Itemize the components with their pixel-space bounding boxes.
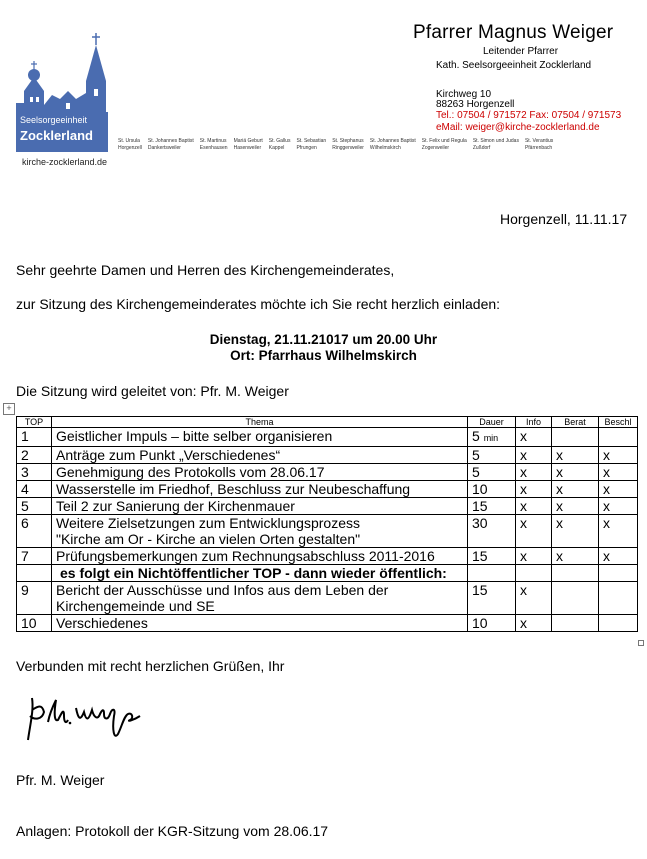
cell-thema[interactable] <box>52 464 468 481</box>
dauer-value: 15 <box>472 498 488 514</box>
dauer-value: 15 <box>472 548 488 564</box>
dauer-unit: min <box>483 433 499 443</box>
cell-beschl[interactable]: x <box>599 548 638 565</box>
parish-name: St. Verantius <box>524 138 554 144</box>
cell-top[interactable]: 10 <box>17 615 52 632</box>
thema-line: Genehmigung des Protokolls vom 28.06.17 <box>56 464 325 480</box>
attachment-note: Anlagen: Protokoll der KGR-Sitzung vom 28.06.17 <box>16 823 329 839</box>
parish-name: St. Gallus <box>268 138 291 144</box>
cell-beschl[interactable]: x <box>599 515 638 548</box>
cell-thema[interactable] <box>52 498 468 515</box>
header-info: Info <box>516 417 552 428</box>
parish-item <box>118 138 142 152</box>
dauer-value: 10 <box>472 481 488 497</box>
agenda-row <box>17 565 638 582</box>
cell-info[interactable]: x <box>516 428 552 447</box>
cell-berat[interactable]: x <box>552 447 599 464</box>
cell-info[interactable]: x <box>516 498 552 515</box>
cell-thema[interactable] <box>52 428 468 447</box>
header-thema: Thema <box>52 417 468 428</box>
meeting-location: Ort: Pfarrhaus Wilhelmskirch <box>230 348 417 363</box>
cell-dauer[interactable] <box>468 565 516 582</box>
sender-phone: Tel.: 07504 / 971572 Fax: 07504 / 971573 <box>436 110 622 121</box>
sender-unit: Kath. Seelsorgeeinheit Zocklerland <box>436 60 592 71</box>
parish-place: Kappel <box>268 145 285 151</box>
parish-item <box>473 138 519 152</box>
dauer-value: 30 <box>472 515 488 531</box>
parish-place: Wilhelmskirch <box>369 145 401 151</box>
cell-berat[interactable]: x <box>552 515 599 548</box>
dauer-value: 10 <box>472 615 488 631</box>
cell-info[interactable]: x <box>516 582 552 615</box>
meeting-datetime: Dienstag, 21.11.21017 um 20.00 Uhr <box>209 332 438 347</box>
cell-beschl[interactable]: x <box>599 464 638 481</box>
cell-dauer[interactable] <box>468 447 516 464</box>
handwritten-signature <box>24 690 154 750</box>
cell-thema[interactable] <box>52 582 468 615</box>
sender-city: 88263 Horgenzell <box>436 99 515 110</box>
letter-date: Horgenzell, 11.11.17 <box>500 211 628 227</box>
cell-dauer[interactable] <box>468 615 516 632</box>
thema-line: Anträge zum Punkt „Verschiedenes“ <box>56 447 281 463</box>
cell-info[interactable]: x <box>516 447 552 464</box>
cell-top[interactable] <box>17 565 52 582</box>
cell-beschl[interactable] <box>599 615 638 632</box>
cell-dauer[interactable] <box>468 498 516 515</box>
agenda-row <box>17 548 638 565</box>
thema-line: Wasserstelle im Friedhof, Beschluss zur Neubeschaffung <box>56 481 411 497</box>
cell-thema[interactable] <box>52 447 468 464</box>
parish-place: Zogenweiler <box>421 145 450 151</box>
logo-wordmark <box>16 112 108 152</box>
cell-top[interactable]: 3 <box>17 464 52 481</box>
parish-name: St. Sebastian <box>296 138 327 144</box>
agenda-row <box>17 498 638 515</box>
cell-berat[interactable]: x <box>552 548 599 565</box>
cell-beschl[interactable] <box>599 582 638 615</box>
cell-top[interactable]: 5 <box>17 498 52 515</box>
cell-dauer[interactable] <box>468 515 516 548</box>
agenda-table <box>16 416 638 632</box>
cell-beschl[interactable]: x <box>599 447 638 464</box>
parish-item <box>269 138 291 152</box>
intro-text: zur Sitzung des Kirchengemeinderates möchte ich Sie recht herzlich einladen: <box>16 296 501 312</box>
header-dauer: Dauer <box>468 417 516 428</box>
cell-thema[interactable] <box>52 548 468 565</box>
cell-beschl[interactable] <box>599 565 638 582</box>
parish-place: Pfärrenbach <box>524 145 553 151</box>
thema-line: Teil 2 zur Sanierung der Kirchenmauer <box>56 498 295 514</box>
cell-dauer[interactable] <box>468 464 516 481</box>
thema-line: Bericht der Ausschüsse und Infos aus dem Leben der <box>56 582 389 598</box>
cell-berat[interactable] <box>552 428 599 447</box>
cell-beschl[interactable] <box>599 428 638 447</box>
parish-item <box>296 138 326 152</box>
parish-item <box>200 138 228 152</box>
parish-place: Esenhausen <box>199 145 228 151</box>
sender-role: Leitender Pfarrer <box>483 46 559 57</box>
parish-place: Hasenweiler <box>233 145 262 151</box>
agenda-row <box>17 481 638 498</box>
closing-text: Verbunden mit recht herzlichen Grüßen, Ihr <box>16 658 285 674</box>
dauer-value: 5 <box>472 464 480 480</box>
logo-line2: Zocklerland <box>20 128 93 143</box>
agenda-row <box>17 464 638 481</box>
header-top: TOP <box>17 417 52 428</box>
cell-info[interactable]: x <box>516 464 552 481</box>
cell-berat[interactable]: x <box>552 498 599 515</box>
parish-item <box>525 138 553 152</box>
cell-beschl[interactable]: x <box>599 498 638 515</box>
thema-line: Geistlicher Impuls – bitte selber organisieren <box>56 428 333 444</box>
logo-line1: Seelsorgeeinheit <box>20 115 88 125</box>
agenda-header-row <box>17 417 638 428</box>
cell-info[interactable] <box>516 565 552 582</box>
cell-dauer[interactable] <box>468 481 516 498</box>
parish-name: St. Simon und Judas <box>472 138 519 144</box>
thema-line-2: "Kirche am Or - Kirche an vielen Orten gestalten" <box>56 531 361 547</box>
parish-place: Horgenzell <box>118 145 142 151</box>
cell-beschl[interactable]: x <box>599 481 638 498</box>
parish-item <box>370 138 416 152</box>
parish-name: St. Ursula <box>118 138 140 144</box>
thema-line: Verschiedenes <box>56 615 148 631</box>
parish-name: St. Johannes Baptist <box>369 138 416 144</box>
cell-berat[interactable] <box>552 565 599 582</box>
header-beschl: Beschl <box>599 417 638 428</box>
cell-top[interactable]: 1 <box>17 428 52 447</box>
parish-name: Mariä Geburt <box>233 138 263 144</box>
sender-name: Pfarrer Magnus Weiger <box>413 22 614 43</box>
thema-line: Weitere Zielsetzungen zum Entwicklungsprozess <box>56 515 360 531</box>
parish-place: Pfrungen <box>296 145 317 151</box>
sender-street: Kirchweg 10 <box>436 89 492 100</box>
cell-info[interactable]: x <box>516 615 552 632</box>
parish-item <box>422 138 467 152</box>
parish-list <box>118 138 559 152</box>
parish-item <box>148 138 194 152</box>
cell-dauer[interactable] <box>468 582 516 615</box>
thema-line-2: Kirchengemeinde und SE <box>56 598 215 614</box>
cell-top[interactable]: 9 <box>17 582 52 615</box>
parish-name: St. Stephanus <box>332 138 364 144</box>
parish-name: St. Felix und Regula <box>421 138 467 144</box>
parish-name: St. Martinus <box>199 138 227 144</box>
cell-info[interactable]: x <box>516 548 552 565</box>
parish-item <box>332 138 364 152</box>
agenda-row <box>17 615 638 632</box>
cell-dauer[interactable] <box>468 428 516 447</box>
agenda-row <box>17 515 638 548</box>
cell-berat[interactable] <box>552 582 599 615</box>
cell-top[interactable]: 7 <box>17 548 52 565</box>
header-berat: Berat <box>552 417 599 428</box>
cell-info[interactable]: x <box>516 515 552 548</box>
dauer-value: 15 <box>472 582 488 598</box>
cell-berat[interactable]: x <box>552 481 599 498</box>
cell-thema[interactable] <box>52 481 468 498</box>
parish-name: St. Johannes Baptist <box>147 138 194 144</box>
cell-top[interactable]: 2 <box>17 447 52 464</box>
table-resize-handle[interactable] <box>638 640 644 646</box>
agenda-row <box>17 582 638 615</box>
dauer-value: 5 <box>472 447 480 463</box>
meeting-leader: Die Sitzung wird geleitet von: Pfr. M. Weiger <box>16 383 289 399</box>
agenda-row <box>17 428 638 447</box>
agenda-row <box>17 447 638 464</box>
cell-berat[interactable]: x <box>552 464 599 481</box>
cell-thema[interactable] <box>52 615 468 632</box>
thema-line: es folgt ein Nichtöffentlicher TOP - dann wieder öffentlich: <box>60 565 447 581</box>
parish-place: Zußdorf <box>472 145 491 151</box>
cell-top[interactable]: 4 <box>17 481 52 498</box>
table-move-handle-icon[interactable]: + <box>3 403 15 415</box>
parish-item <box>234 138 263 152</box>
sender-email[interactable]: eMail: weiger@kirche-zocklerland.de <box>436 122 600 133</box>
salutation: Sehr geehrte Damen und Herren des Kirchengemeinderates, <box>16 262 395 278</box>
signer-name: Pfr. M. Weiger <box>16 772 105 788</box>
cell-thema[interactable] <box>52 515 468 548</box>
thema-line: Prüfungsbemerkungen zum Rechnungsabschluss 2011-2016 <box>56 548 435 564</box>
cell-berat[interactable] <box>552 615 599 632</box>
cell-info[interactable]: x <box>516 481 552 498</box>
dauer-value: 5 <box>472 428 480 444</box>
website-url[interactable]: kirche-zocklerland.de <box>22 157 108 167</box>
cell-thema[interactable] <box>52 565 468 582</box>
cell-dauer[interactable] <box>468 548 516 565</box>
parish-place: Ringgenweiler <box>332 145 364 151</box>
parish-place: Dankertsweiler <box>147 145 181 151</box>
cell-top[interactable]: 6 <box>17 515 52 548</box>
